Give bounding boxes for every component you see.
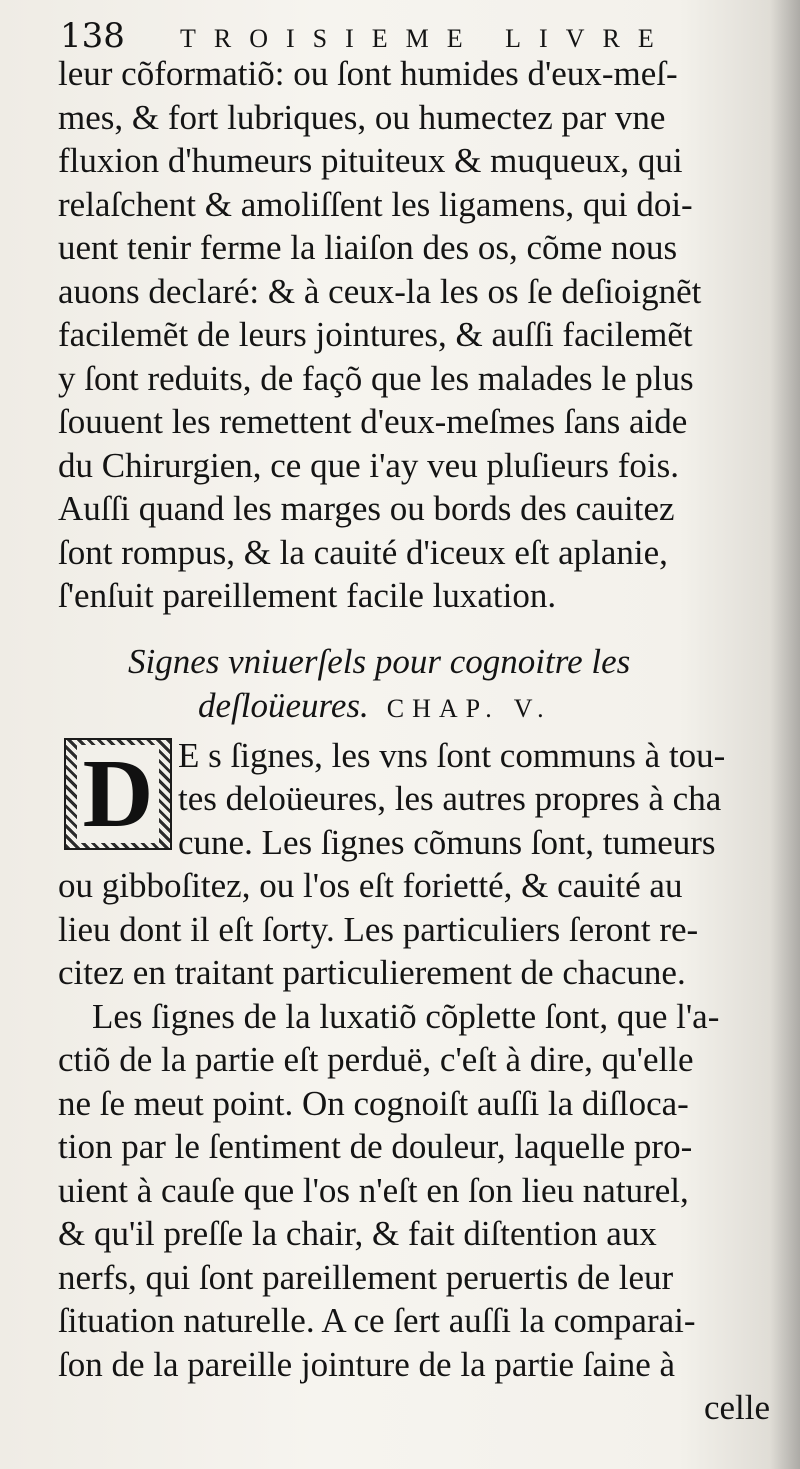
text-line: leur cõformatiõ: ou ſont humides d'eux-meſ- (58, 54, 678, 93)
text-line: du Chirurgien, ce que i'ay veu pluſieurs fois. (58, 445, 679, 485)
text-line: ſont rompus, & la cauité d'iceux eſt aplanie, (58, 532, 668, 572)
text-line: relaſchent & amoliſſent les ligamens, qui doi- (58, 184, 693, 224)
catchword: celle (703, 1388, 770, 1427)
heading-line-1: Signes vniuerſels pour cognoitre les (128, 641, 631, 681)
text-line: ſ'enſuit pareillement facile luxation. (58, 576, 557, 615)
text-line: auons declaré: & à ceux-la les os ſe deſioignẽt (58, 271, 702, 311)
heading-title-end: deſloüeures. (198, 685, 369, 725)
drop-cap-letter: D (77, 745, 160, 843)
text-line: y ſont reduits, de façõ que les malades le plus (58, 358, 694, 398)
text-line: lieu dont il eſt ſorty. Les particuliers ſeront re- (58, 909, 699, 949)
page-gutter-shadow (770, 0, 800, 1469)
text-line: ſituation naturelle. A ce ſert auſſi la comparai- (58, 1301, 696, 1340)
paragraph-1 (58, 52, 770, 618)
text-line: nerfs, qui ſont pareillement peruertis de leur (58, 1257, 674, 1297)
text-line: uent tenir ferme la liaiſon des os, cõme nous (58, 228, 678, 267)
text-line: cune. Les ſignes cõmuns ſont, tumeurs (178, 822, 716, 862)
text-line: ctiõ de la partie eſt perduë, c'eſt à dire, qu'elle (58, 1040, 694, 1079)
heading-line-2 (58, 684, 770, 728)
text-line: ſouuent les remettent d'eux-meſmes ſans aide (58, 402, 688, 441)
text-line: facilemẽt de leurs jointures, & auſſi facilemẽt (58, 315, 693, 354)
body-text (58, 52, 770, 1430)
running-title: TROISIEME LIVRE (180, 24, 672, 53)
text-line: E s ſignes, les vns ſont communs à tou- (178, 735, 726, 775)
text-line: Auſſi quand les marges ou bords des cauitez (58, 489, 675, 528)
text-line: Les ſignes de la luxatiõ cõplette ſont, que l'a- (92, 996, 720, 1036)
text-line: fluxion d'humeurs pituiteux & muqueux, qui (58, 141, 683, 180)
text-line: ne ſe meut point. On cognoiſt auſſi la diſloca- (58, 1083, 689, 1123)
section-gap (58, 618, 770, 640)
paragraph-2 (58, 734, 770, 1430)
chapter-number: CHAP. V. (386, 693, 552, 723)
text-line: uient à cauſe que l'os n'eſt en ſon lieu naturel, (58, 1170, 689, 1210)
text-line: ou gibboſitez, ou l'os eſt forietté, & cauité au (58, 866, 683, 905)
text-line: citez en traitant particulierement de chacune. (58, 953, 686, 992)
text-line: ſon de la pareille jointure de la partie ſaine à (58, 1344, 676, 1384)
ornamental-initial (64, 738, 172, 850)
running-head (60, 16, 760, 56)
text-line: & qu'il preſſe la chair, & fait diſtention aux (58, 1214, 657, 1253)
page-number: 138 (60, 16, 125, 56)
chapter-heading (58, 640, 770, 728)
text-line: tes deloüeures, les autres propres à cha (178, 779, 722, 818)
text-line: mes, & fort lubriques, ou humectez par vne (58, 97, 666, 137)
text-line: tion par le ſentiment de douleur, laquelle pro- (58, 1127, 693, 1166)
